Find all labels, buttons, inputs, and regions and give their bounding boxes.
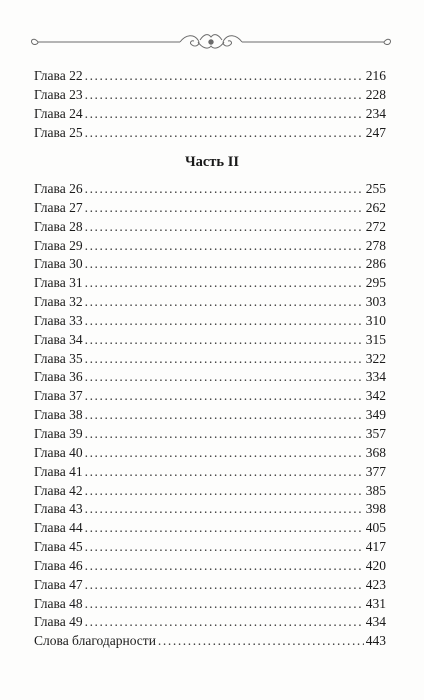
toc-entry-page-number: 295 (365, 275, 386, 291)
toc-entry-page-number: 377 (365, 463, 386, 479)
toc-entry-page-number: 272 (365, 218, 386, 234)
toc-entry[interactable] (34, 406, 386, 425)
toc-dot-leader (85, 237, 364, 256)
toc-dot-leader (85, 538, 364, 557)
toc-entry-page-number: 286 (365, 256, 386, 272)
toc-entry[interactable] (34, 237, 386, 256)
toc-entry-title: Глава 24 (34, 105, 83, 121)
part-heading: Часть II (184, 154, 240, 170)
toc-entry-page-number: 228 (365, 86, 386, 102)
toc-dot-leader (85, 199, 364, 218)
toc-entry-page-number: 420 (365, 557, 386, 573)
toc-entry-page-number: 357 (365, 425, 386, 441)
toc-entry[interactable] (34, 67, 386, 86)
toc-entry[interactable] (34, 463, 386, 482)
toc-dot-leader (85, 180, 364, 199)
toc-dot-leader (85, 613, 364, 632)
toc-entry-title: Глава 33 (34, 312, 83, 328)
toc-dot-leader (85, 482, 364, 501)
toc-entry-title: Глава 37 (34, 388, 83, 404)
toc-entry-page-number: 423 (365, 576, 386, 592)
toc-dot-leader (85, 312, 364, 331)
toc-dot-leader (85, 557, 364, 576)
toc-dot-leader (85, 274, 364, 293)
toc-entry[interactable] (34, 613, 386, 632)
toc-entry-page-number: 398 (365, 501, 386, 517)
toc-dot-leader (85, 67, 364, 86)
toc-dot-leader (85, 463, 364, 482)
toc-entry[interactable] (34, 368, 386, 387)
toc-entry[interactable] (34, 576, 386, 595)
toc-entry-title: Глава 27 (34, 199, 83, 215)
toc-entry-title: Слова благодарности (34, 633, 156, 649)
toc-entry-page-number: 342 (365, 388, 386, 404)
toc-entry-page-number: 417 (365, 539, 386, 555)
toc-entry-page-number: 234 (365, 105, 386, 121)
toc-dot-leader (85, 331, 364, 350)
toc-dot-leader (85, 519, 364, 538)
toc-entry[interactable] (34, 538, 386, 557)
toc-entry-page-number: 434 (365, 614, 386, 630)
toc-dot-leader (85, 387, 364, 406)
toc-entry[interactable] (34, 255, 386, 274)
toc-entry-title: Глава 32 (34, 294, 83, 310)
toc-entry[interactable] (34, 350, 386, 369)
toc-entry-title: Глава 44 (34, 520, 83, 536)
toc-entry-page-number: 385 (365, 482, 386, 498)
toc-dot-leader (85, 350, 364, 369)
decorative-header-rule-icon (30, 30, 392, 54)
toc-entry-title: Глава 38 (34, 407, 83, 423)
toc-entry-title: Глава 42 (34, 482, 83, 498)
toc-entry-page-number: 349 (365, 407, 386, 423)
toc-entry-page-number: 315 (365, 331, 386, 347)
toc-entry-title: Глава 31 (34, 275, 83, 291)
toc-entry-page-number: 322 (365, 350, 386, 366)
toc-dot-leader (85, 406, 364, 425)
toc-entry-page-number: 255 (365, 181, 386, 196)
toc-entry-title: Глава 35 (34, 350, 83, 366)
toc-entry-title: Глава 46 (34, 557, 83, 573)
toc-entry-page-number: 262 (365, 199, 386, 215)
toc-entry[interactable] (34, 180, 386, 199)
toc-entry-page-number: 247 (365, 124, 386, 140)
toc-dot-leader (85, 293, 364, 312)
toc-entry-title: Глава 29 (34, 237, 83, 253)
toc-entry[interactable] (34, 444, 386, 463)
toc-dot-leader (158, 632, 364, 651)
toc-entry-page-number: 443 (365, 633, 386, 649)
toc-entry[interactable] (34, 274, 386, 293)
toc-dot-leader (85, 255, 364, 274)
toc-entry-title: Глава 40 (34, 444, 83, 460)
toc-entry-page-number: 303 (365, 294, 386, 310)
toc-dot-leader (85, 86, 364, 105)
toc-entry-page-number: 368 (365, 444, 386, 460)
toc-entry-title: Глава 48 (34, 595, 83, 611)
toc-dot-leader (85, 105, 364, 124)
toc-entry-page-number: 334 (365, 369, 386, 385)
toc-entry-page-number: 310 (365, 312, 386, 328)
toc-dot-leader (85, 218, 364, 237)
toc-dot-leader (85, 500, 364, 519)
toc-entry[interactable] (34, 519, 386, 538)
toc-entry-page-number: 431 (365, 595, 386, 611)
toc-entry-title: Глава 23 (34, 86, 83, 102)
toc-entry-title: Глава 34 (34, 331, 83, 347)
toc-dot-leader (85, 425, 364, 444)
toc-entry[interactable] (34, 387, 386, 406)
toc-list-part-two (34, 180, 386, 651)
toc-entry[interactable] (34, 557, 386, 576)
toc-entry-title: Глава 28 (34, 218, 83, 234)
toc-entry[interactable] (34, 595, 386, 614)
toc-entry-page-number: 278 (365, 237, 386, 253)
toc-entry-title: Глава 30 (34, 256, 83, 272)
toc-entry[interactable] (34, 124, 386, 143)
toc-entry-title: Глава 25 (34, 124, 83, 140)
toc-entry-title: Глава 41 (34, 463, 83, 479)
toc-entry-title: Глава 45 (34, 539, 83, 555)
toc-entry[interactable] (34, 293, 386, 312)
toc-entry-title: Глава 49 (34, 614, 83, 630)
toc-entry-title: Глава 43 (34, 501, 83, 517)
toc-entry[interactable] (34, 105, 386, 124)
toc-dot-leader (85, 124, 364, 143)
toc-entry-page-number: 405 (365, 520, 386, 536)
toc-dot-leader (85, 576, 364, 595)
toc-entry[interactable] (34, 482, 386, 501)
toc-dot-leader (85, 444, 364, 463)
toc-entry-title: Глава 36 (34, 369, 83, 385)
toc-entry[interactable] (34, 331, 386, 350)
toc-list-part-one-tail (34, 67, 386, 142)
toc-entry[interactable] (34, 199, 386, 218)
toc-entry-title: Глава 26 (34, 181, 83, 196)
toc-entry-title: Глава 22 (34, 68, 83, 83)
toc-dot-leader (85, 595, 364, 614)
toc-entry-title: Глава 39 (34, 425, 83, 441)
toc-entry-page-number: 216 (365, 68, 386, 83)
toc-entry[interactable] (34, 500, 386, 519)
toc-entry[interactable] (34, 312, 386, 331)
toc-entry[interactable] (34, 218, 386, 237)
toc-entry-title: Глава 47 (34, 576, 83, 592)
toc-entry[interactable] (34, 86, 386, 105)
toc-dot-leader (85, 368, 364, 387)
toc-entry[interactable] (34, 632, 386, 651)
toc-entry[interactable] (34, 425, 386, 444)
